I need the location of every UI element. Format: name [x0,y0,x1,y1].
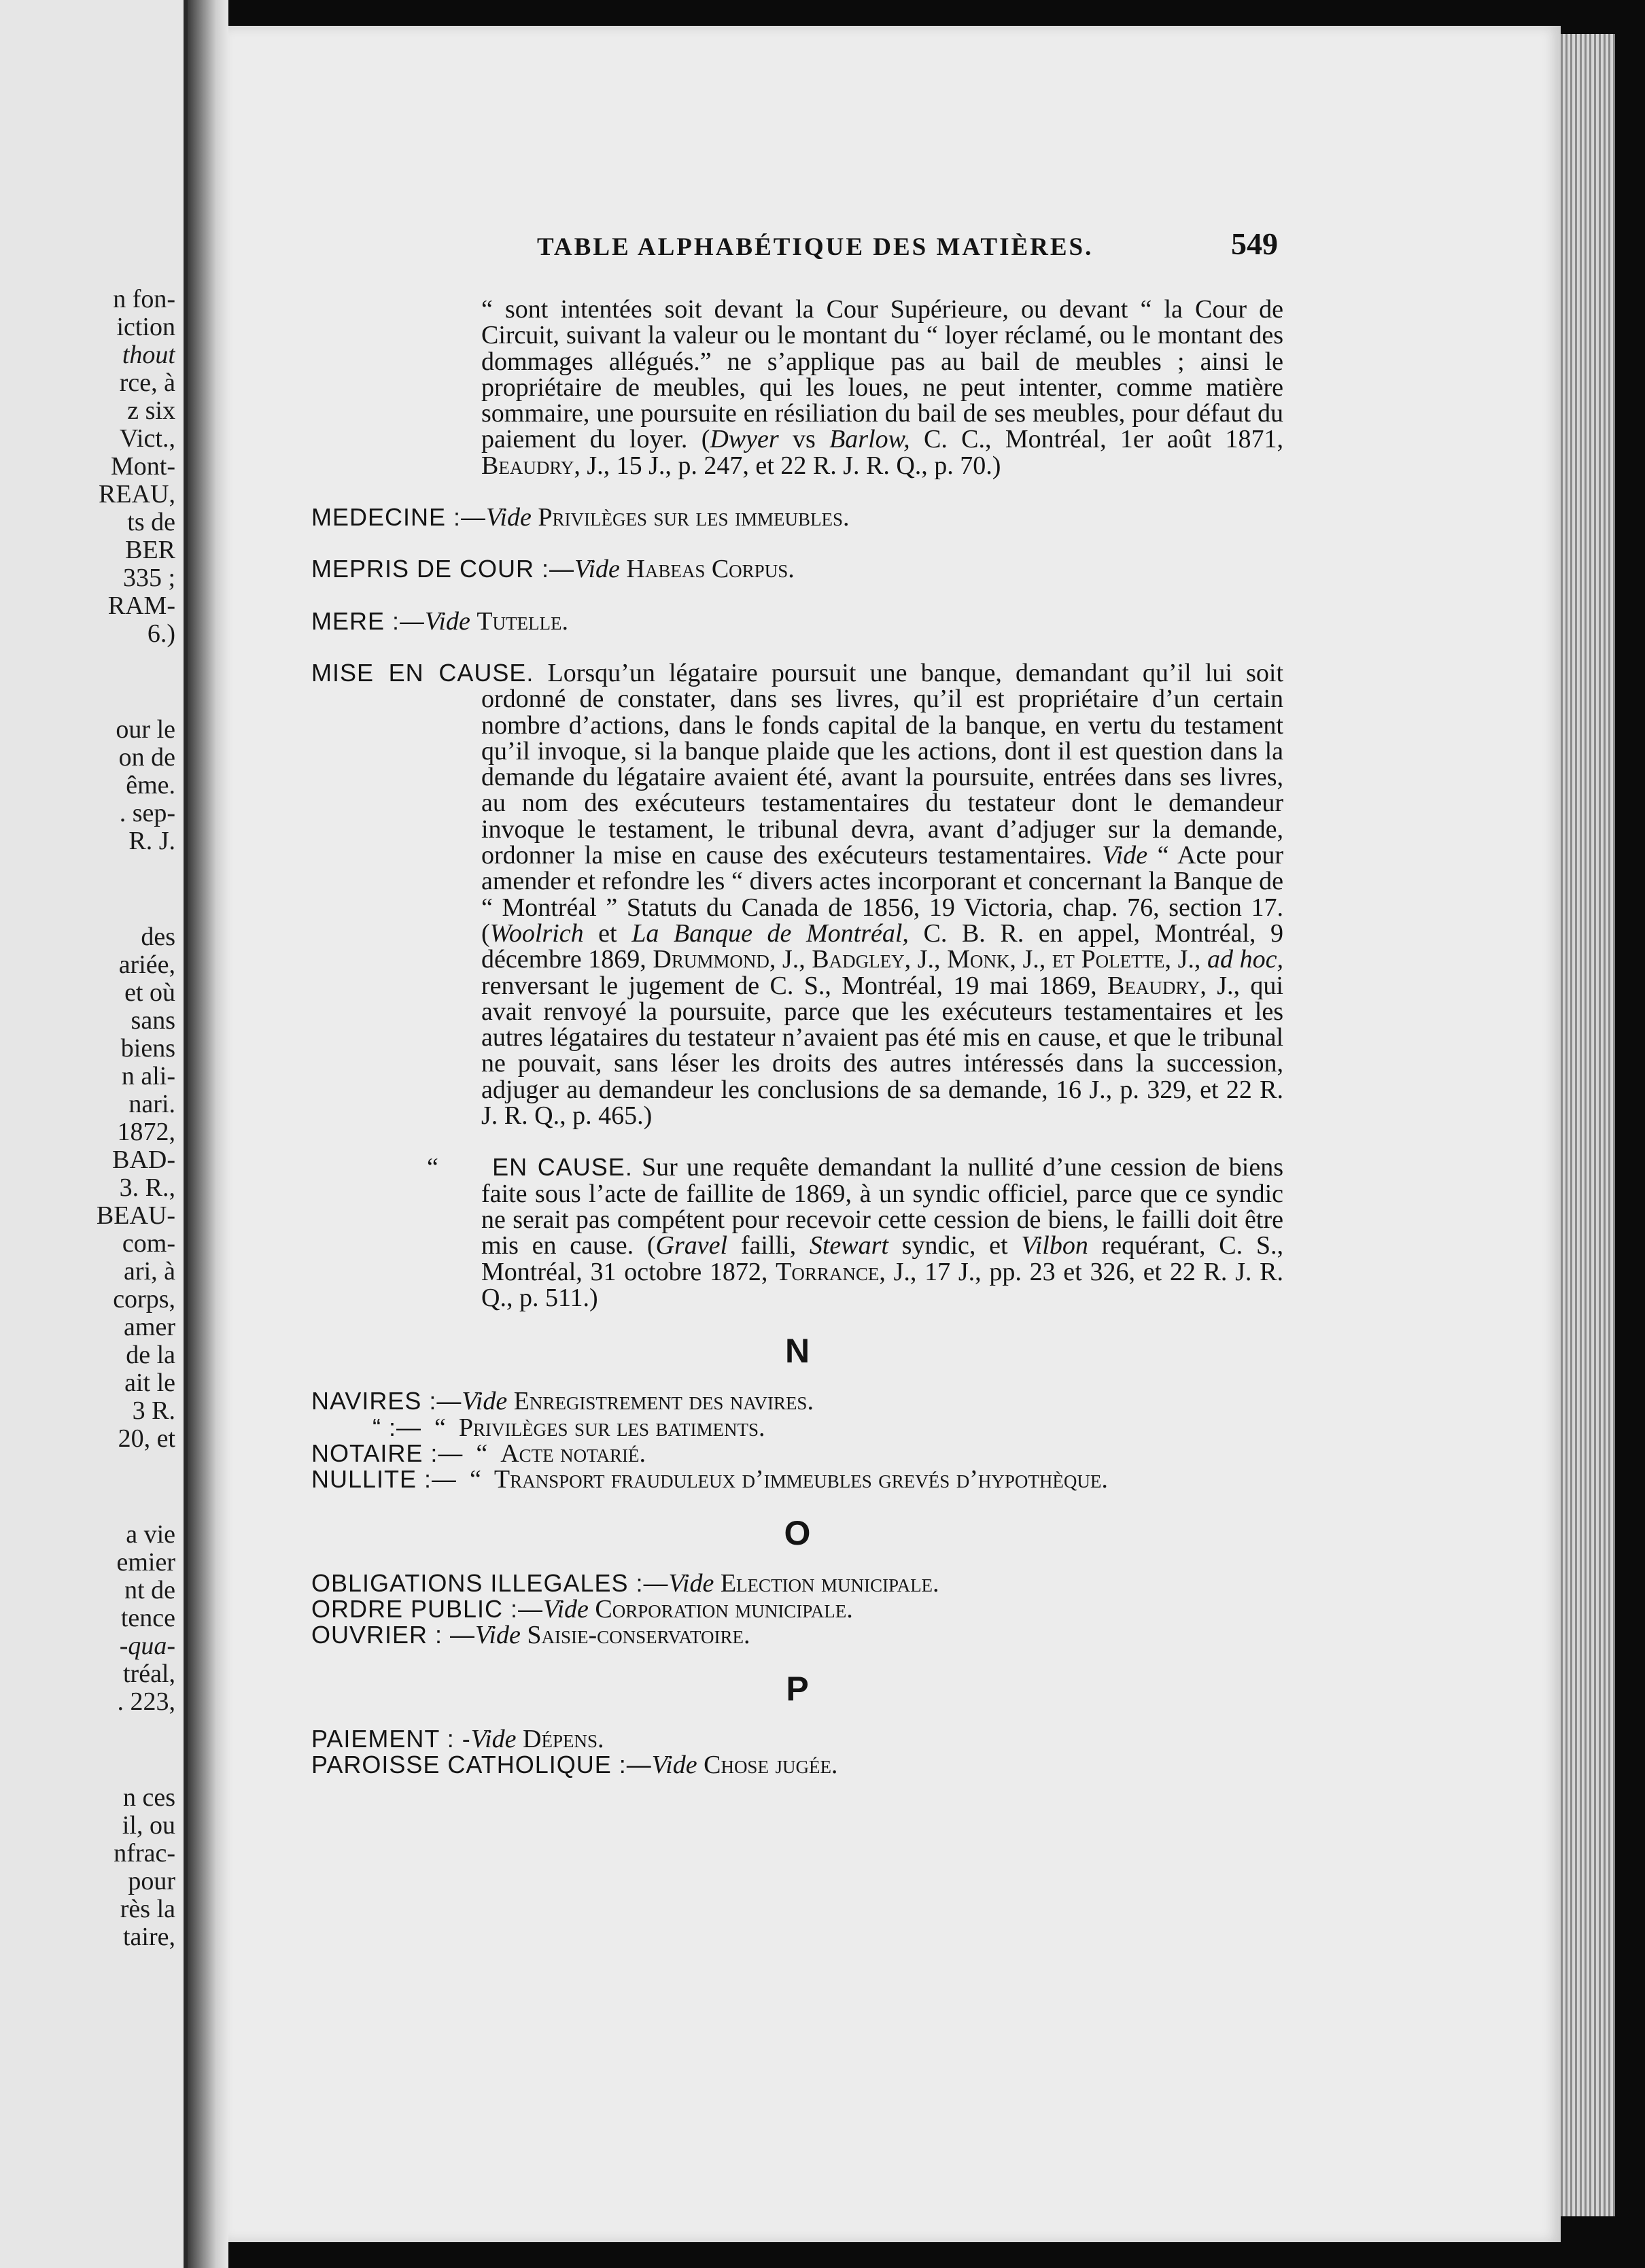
line-fragment: . 223, [117,1687,175,1716]
line-fragment: 3. R., [119,1173,175,1202]
line-fragment: taire, [122,1923,175,1951]
index-term: NOTAIRE :— [311,1439,464,1467]
line-fragment: on de [118,743,175,772]
index-term: “ :— [373,1413,421,1441]
vide-label: Vide [574,555,620,584]
line-fragment: 6.) [147,619,175,648]
citation-text: , J., 15 J., p. 247, et 22 R. J. R. Q., p. 70.) [574,451,1001,480]
line-fragment: . sep- [119,799,175,827]
line-fragment: rce, à [119,368,175,397]
line-fragment: our le [116,715,175,744]
vide-label: Vide [651,1751,697,1780]
line-fragment: tréal, [122,1660,175,1688]
continuation-text: “ sont intentées soit devant la Cour Supérieure, ou devant “ la Cour de Circuit, suivant la valeur ou le montant du “ loyer réclamé, ou le montant des dommages allégués.” ne s’applique pas au bail de meubles ; ainsi le propriétaire de meubles, qui les loues, ne peut intenter, comme matière sommaire, une poursuite en résiliation du bail de ses meubles, pour défaut du paiement du loyer. ( [481,295,1283,454]
line-fragment: biens [120,1034,175,1063]
index-entry [311,1441,1283,1466]
ditto-mark: “ [427,1153,438,1182]
connector-text: failli, [727,1231,810,1260]
line-fragment: nari. [128,1090,175,1118]
vide-label: Vide [475,1621,521,1650]
case-party: Vilbon [1021,1231,1088,1260]
index-term: NAVIRES :— [311,1387,462,1415]
section-letter-n: N [784,1332,810,1371]
line-fragment: des [141,923,175,951]
cross-reference: Chose jugée. [704,1751,838,1780]
entry-text: Lorsqu’un légataire poursuit une banque, demandant qu’il lui soit ordonné de constater, dans ses livres, qu’il est propriétaire d’un certain nombre d’actions, dans le fonds capital de la banque, en vertu du testament qu’il invoque, si la banque plaide que les actions, dont il est question dans la demande du légataire avaient été, avant la poursuite, entrées dans ses livres, au nom des exécuteurs testamentaires du testateur dont le demandeur invoque le testament, le tribunal devra, avant d’adjuger sur la demande, ordonner la mise en cause des exécuteurs testamentaires. [481,658,1284,870]
line-fragment: thout [122,341,175,369]
cross-reference: Corporation municipale. [595,1595,853,1624]
index-term: PAIEMENT : - [311,1725,471,1753]
vide-label: Vide [1102,841,1148,870]
index-entry [311,1596,1283,1622]
citation-text: renversant le jugement de C. S., Montréal, 19 mai 1869, [481,971,1108,1000]
line-fragment: il, ou [122,1811,175,1840]
page-number: 549 [1231,226,1278,261]
index-entry-en-cause [311,1154,1283,1311]
vide-label: Vide [668,1568,714,1598]
line-fragment: tence [120,1604,175,1632]
book-gutter [188,0,228,2268]
line-fragment: n ces [122,1783,175,1812]
index-term: EN CAUSE. [492,1153,633,1182]
line-fragment: amer [124,1313,175,1341]
citation-text: , J., 17 J., pp. 23 et 326, et 22 R. J. R. Q., p. 511.) [481,1257,1283,1312]
line-fragment: n fon- [113,286,175,313]
index-term: MEPRIS DE COUR :— [311,555,575,583]
fragment-block [5,1784,175,1951]
case-party: Barlow, [829,425,910,454]
index-term: ORDRE PUBLIC :— [311,1595,544,1623]
cross-reference: Dépens. [523,1725,604,1754]
fragment-block [5,1521,175,1716]
citation-text: C. B. R. en appel, Montréal, 9 décembre 1869, [481,918,1283,974]
facing-page-column [5,286,175,2019]
judge-names: Drummond, J., Badgley, J., Monk, J., et Polette, J., [653,945,1201,974]
index-entry [311,1622,1283,1648]
section-letter-p: P [786,1669,809,1708]
line-fragment: Mont- [111,452,175,481]
line-fragment: et où [124,978,175,1007]
index-entry [311,1726,1283,1752]
index-entry [311,504,1283,530]
judge-name: Beaudry [481,451,574,480]
judge-name: Beaudry [1107,971,1200,1000]
line-fragment: rès la [120,1895,175,1923]
line-fragment: R. J. [128,827,175,855]
index-entry [311,608,1283,634]
entry-text: Sur une requête demandant la nullité d’une cession de biens faite sous l’acte de faillite de 1869, à un syndic officiel, parce que ce syndic ne serait pas compétent pour recevoir cette cession de biens, le failli doit être mis en cause. ( [481,1153,1283,1260]
line-fragment: iction [116,313,175,341]
index-term: PAROISSE CATHOLIQUE :— [311,1751,652,1779]
case-party: Woolrich [489,918,584,948]
line-fragment: BER [125,536,175,564]
line-fragment: REAU, [99,480,175,509]
citation-text: requérant, C. S., Montréal, 31 octobre 1872, [481,1231,1283,1286]
continuation-entry [311,296,1283,479]
line-fragment: BEAU- [96,1201,175,1230]
line-fragment: 1872, [117,1118,175,1146]
case-party: Stewart [809,1231,888,1260]
index-entry [311,1388,1283,1414]
index-entry [311,1466,1283,1492]
line-fragment: z six [127,396,175,425]
cross-reference: Habeas Corpus. [626,555,795,584]
vide-label: Vide [470,1725,517,1754]
line-fragment: ariée, [118,950,175,979]
index-entry [311,1752,1283,1778]
entry-text: “ Acte pour amender et refondre les “ divers actes incorporant et concernant la Banque de “ Montréal ” Statuts du Canada de 1856, 19 Victoria, chap. 76, section 17. ( [481,841,1284,948]
line-fragment: nfrac- [114,1839,175,1868]
case-party: Dwyer [710,425,779,454]
ditto-mark: “ [434,1413,446,1442]
ad-hoc-label: ad hoc, [1200,945,1283,974]
index-term: MISE EN CAUSE. [311,658,534,687]
vide-label: Vide [425,606,470,636]
line-fragment: BAD- [112,1146,175,1174]
line-fragment: n ali- [121,1062,175,1090]
cross-reference: Election municipale. [720,1568,939,1598]
vide-label: Vide [462,1387,508,1416]
case-party: Gravel [655,1231,728,1260]
connector-text: syndic, et [888,1231,1022,1260]
line-fragment: nt de [124,1576,175,1604]
line-fragment: pour [128,1867,175,1895]
cross-reference: Enregistrement des navires. [513,1387,814,1416]
case-party: La Banque de Montréal, [631,918,909,948]
index-entry-mise-en-cause [311,660,1283,1129]
judge-name: Torrance [776,1257,880,1286]
line-fragment: Vict., [119,424,175,453]
line-fragment: ari, à [124,1257,175,1286]
index-content [311,296,1283,1779]
ditto-mark: “ [476,1439,488,1468]
fragment-block [5,286,175,648]
line-fragment: emier [116,1548,175,1577]
line-fragment: corps, [113,1285,175,1313]
fragment-block [5,716,175,855]
cross-reference: Acte notarié. [500,1439,646,1468]
line-fragment: 335 ; [122,564,175,592]
line-fragment: ême. [126,771,175,800]
vide-label: Vide [486,503,532,532]
cross-reference: Tutelle. [477,606,569,636]
line-fragment: -qua- [119,1632,175,1660]
index-entry [311,1570,1283,1596]
running-title: TABLE ALPHABÉTIQUE DES MATIÈRES. [537,233,1094,261]
ditto-mark: “ [470,1465,481,1494]
cross-reference: Privilèges sur les immeubles. [538,503,850,532]
cross-reference: Privilèges sur les batiments. [458,1413,765,1442]
index-term: OUVRIER : — [311,1621,476,1649]
index-entry [311,556,1283,582]
line-fragment: 20, et [118,1424,175,1453]
index-entry [311,1415,1283,1441]
connector-text: et [583,918,632,948]
line-fragment: 3 R. [132,1396,175,1425]
index-term: MEDECINE :— [311,503,487,532]
entry-text: , J., qui avait renvoyé la poursuite, parce que les exécuteurs testamentaires et les autres légataires du testateur n’avaient pas été mis en cause, et que le tribunal ne pouvait, sans léser les droits des autres intéressés dans la succession, adjuger au demandeur les conclusions de sa demande, 16 J., p. 329, et 22 R. J. R. Q., p. 465.) [481,971,1283,1131]
line-fragment: sans [131,1006,175,1035]
cross-reference: Saisie-conservatoire. [527,1621,750,1650]
index-term: MERE :— [311,606,426,635]
line-fragment: RAM- [107,591,175,620]
index-term: NULLITE :— [311,1465,457,1494]
page-edges [1561,34,1615,2216]
index-term: OBLIGATIONS ILLEGALES :— [311,1568,669,1597]
fragment-block [5,923,175,1453]
connector-text: vs [778,425,830,454]
line-fragment: ts de [127,508,175,536]
line-fragment: ait le [124,1369,175,1397]
line-fragment: com- [122,1229,175,1258]
cross-reference: Transport frauduleux d’immeubles grevés d’hypothèque. [494,1465,1108,1494]
citation-text: C. C., Montréal, 1er août 1871, [910,425,1283,454]
line-fragment: de la [126,1341,175,1369]
facing-page [0,0,188,2268]
line-fragment: a vie [126,1520,175,1549]
vide-label: Vide [543,1595,589,1624]
section-letter-o: O [784,1513,811,1552]
